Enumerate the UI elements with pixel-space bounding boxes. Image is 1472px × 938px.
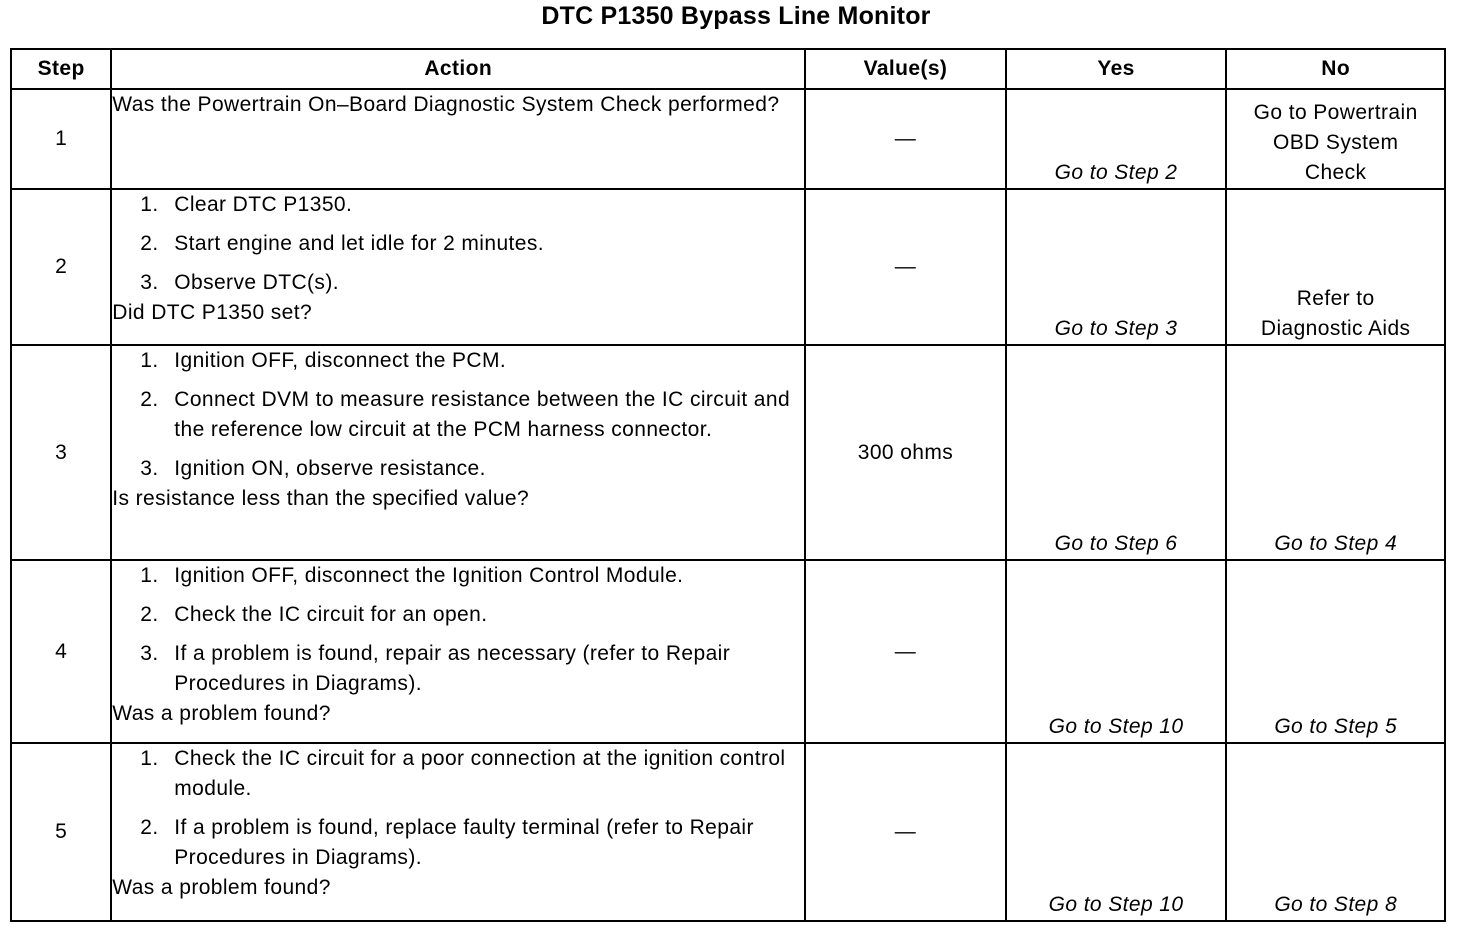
action-list-item: 2. Start engine and let idle for 2 minutes.: [140, 232, 544, 255]
yes-cell: [1006, 89, 1227, 189]
no-line: OBD System: [1272, 131, 1399, 154]
no-goto-link[interactable]: Go to Step 4: [1274, 532, 1398, 555]
no-line: Check: [1304, 161, 1367, 184]
page-title: DTC P1350 Bypass Line Monitor: [541, 2, 931, 30]
action-list-item: 3. If a problem is found, repair as necessary (refer to Repair Procedures in Diagrams).: [140, 642, 731, 695]
no-cell: [1226, 345, 1445, 560]
action-list-item: 2. If a problem is found, replace faulty terminal (refer to Repair Procedures in Diagrams).: [140, 816, 754, 869]
no-line: Refer to: [1296, 287, 1375, 310]
table-row: [11, 189, 1445, 345]
action-question: Was a problem found?: [112, 702, 331, 725]
header-step: Step: [11, 49, 111, 89]
action-list: [112, 561, 804, 699]
yes-cell: [1006, 189, 1227, 345]
action-text: Was the Powertrain On–Board Diagnostic System Check performed?: [112, 93, 780, 116]
action-list-item: 1. Check the IC circuit for a poor connection at the ignition control module.: [140, 747, 786, 800]
action-list-item: 3. Observe DTC(s).: [140, 271, 339, 294]
yes-goto-link[interactable]: Go to Step 10: [1048, 715, 1184, 738]
no-goto-link[interactable]: Go to Step 5: [1274, 715, 1398, 738]
step-number: 1: [11, 89, 111, 189]
step-number: 5: [11, 743, 111, 921]
yes-cell: [1006, 560, 1227, 743]
action-cell: [111, 345, 805, 560]
action-list: [112, 190, 804, 298]
header-action: Action: [111, 49, 805, 89]
table-row: [11, 743, 1445, 921]
action-list-item: 1. Ignition OFF, disconnect the PCM.: [140, 349, 507, 372]
value-cell: —: [805, 560, 1006, 743]
yes-cell: [1006, 743, 1227, 921]
header-no: No: [1226, 49, 1445, 89]
header-values: Value(s): [805, 49, 1006, 89]
no-line: Go to Powertrain: [1253, 101, 1418, 124]
no-cell: [1226, 189, 1445, 345]
action-question: Is resistance less than the specified value?: [112, 487, 530, 510]
action-list-item: 3. Ignition ON, observe resistance.: [140, 457, 486, 480]
table-header-row: [11, 49, 1445, 89]
step-number: 4: [11, 560, 111, 743]
action-list-item: 1. Ignition OFF, disconnect the Ignition Control Module.: [140, 564, 684, 587]
no-goto-link[interactable]: Go to Step 8: [1274, 893, 1398, 916]
value-cell: —: [805, 743, 1006, 921]
no-cell: [1226, 560, 1445, 743]
action-list: [112, 346, 804, 484]
table-row: [11, 560, 1445, 743]
yes-cell: [1006, 345, 1227, 560]
step-number: 2: [11, 189, 111, 345]
value-cell: —: [805, 189, 1006, 345]
action-cell: [111, 743, 805, 921]
action-list-item: 2. Connect DVM to measure resistance between the IC circuit and the reference low circuit at the PCM harness connector.: [140, 388, 791, 441]
action-list-item: 1. Clear DTC P1350.: [140, 193, 353, 216]
action-cell: [111, 189, 805, 345]
action-question: Did DTC P1350 set?: [112, 301, 313, 324]
action-cell: [111, 89, 805, 189]
yes-goto-link[interactable]: Go to Step 10: [1048, 893, 1184, 916]
action-list-item: 2. Check the IC circuit for an open.: [140, 603, 488, 626]
yes-goto-link[interactable]: Go to Step 6: [1054, 532, 1178, 555]
action-list: [112, 744, 804, 873]
value-cell: —: [805, 89, 1006, 189]
yes-goto-link[interactable]: Go to Step 2: [1054, 161, 1178, 184]
header-yes: Yes: [1006, 49, 1227, 89]
table-row: [11, 345, 1445, 560]
yes-goto-link[interactable]: Go to Step 3: [1054, 317, 1178, 340]
value-cell: 300 ohms: [805, 345, 1006, 560]
action-cell: [111, 560, 805, 743]
no-line: Diagnostic Aids: [1260, 317, 1411, 340]
action-question: Was a problem found?: [112, 876, 331, 899]
no-cell: [1226, 743, 1445, 921]
diagnostic-table: [10, 48, 1446, 922]
no-cell: [1226, 89, 1445, 189]
table-row: [11, 89, 1445, 189]
step-number: 3: [11, 345, 111, 560]
